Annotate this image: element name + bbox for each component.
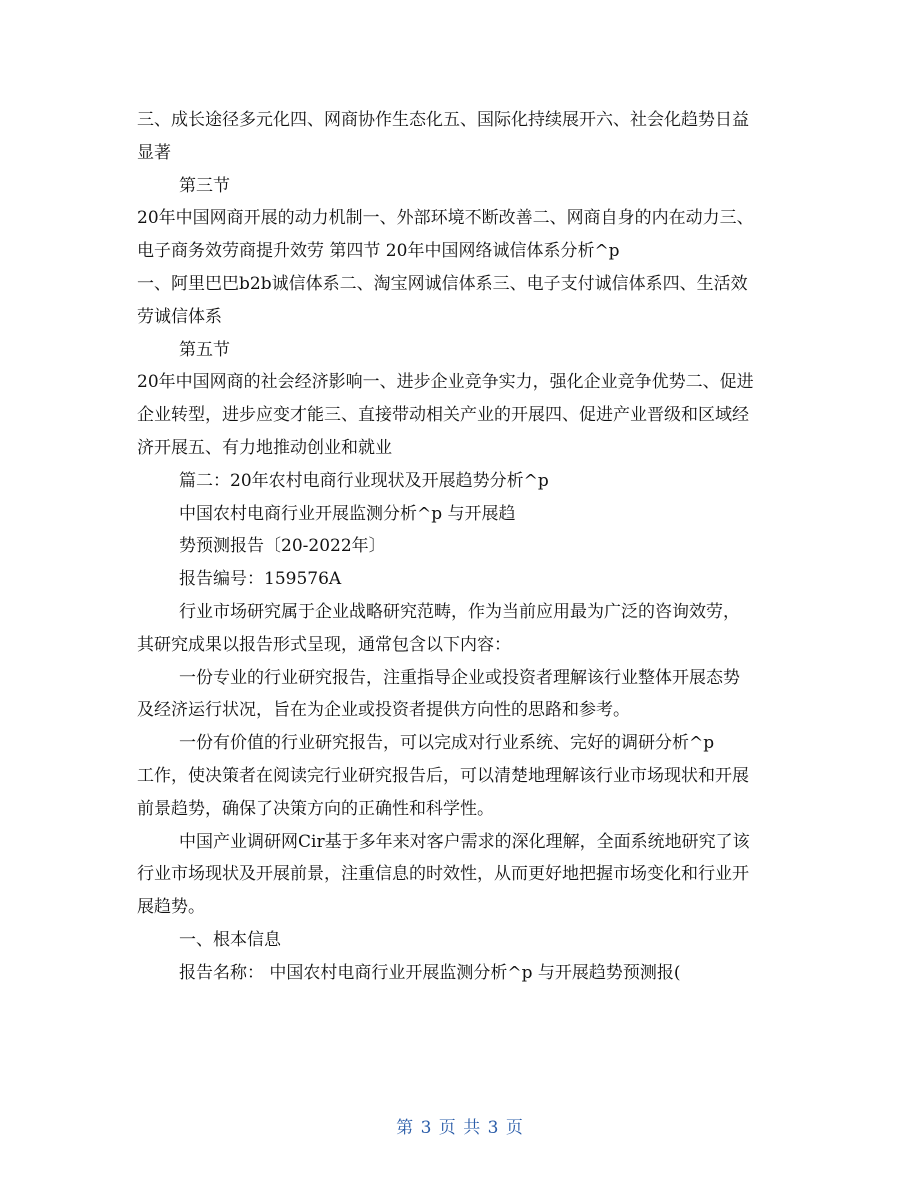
text-line: 三、成长途径多元化四、网商协作生态化五、国际化持续展开六、社会化趋势日益 [137,110,749,130]
report-name-line: 报告名称： 中国农村电商行业开展监测分析^p 与开展趋势预测报( [179,962,681,983]
section-heading: 第三节 [179,175,230,196]
document-body [137,104,787,990]
report-title-line: 中国农村电商行业开展监测分析^p 与开展趋 [179,503,516,524]
article-title: 篇二：20年农村电商行业现状及开展趋势分析^p [179,470,549,491]
text-line: 20年中国网商的社会经济影响一、进步企业竞争实力，强化企业竞争优势二、促进 [137,372,754,393]
text-line: 显著 [137,142,171,163]
text-line: 济开展五、有力地推动创业和就业 [137,437,392,458]
text-line: 工作，使决策者在阅读完行业研究报告后，可以清楚地理解该行业市场现状和开展 [137,765,749,786]
text-line: 一份专业的行业研究报告，注重指导企业或投资者理解该行业整体开展态势 [179,667,740,688]
text-line: 行业市场现状及开展前景，注重信息的时效性，从而更好地把握市场变化和行业开 [137,864,749,885]
text-line: 企业转型，进步应变才能三、直接带动相关产业的开展四、促进产业晋级和区域经 [137,405,749,426]
text-line: 前景趋势，确保了决策方向的正确性和科学性。 [137,798,494,819]
text-line: 一、阿里巴巴b2b诚信体系二、淘宝网诚信体系三、电子支付诚信体系四、生活效 [137,273,748,294]
page-number: 第 3 页 共 3 页 [396,1118,524,1138]
text-line: 电子商务效劳商提升效劳 第四节 20年中国网络诚信体系分析^p [137,241,620,262]
text-line: 展趋势。 [137,897,205,918]
report-number: 报告编号：159576A [179,569,342,590]
text-line: 行业市场研究属于企业战略研究范畴，作为当前应用最为广泛的咨询效劳， [179,601,740,622]
text-line: 一份有价值的行业研究报告，可以完成对行业系统、完好的调研分析^p [179,733,715,754]
text-line: 其研究成果以报告形式呈现，通常包含以下内容： [137,634,511,655]
text-line: 及经济运行状况，旨在为企业或投资者提供方向性的思路和参考。 [137,700,630,721]
text-line: 劳诚信体系 [137,306,222,327]
section-heading: 一、根本信息 [179,929,281,950]
text-line: 20年中国网商开展的动力机制一、外部环境不断改善二、网商自身的内在动力三、 [137,208,754,229]
report-title-line: 势预测报告〔20-2022年〕 [179,536,386,557]
text-line: 中国产业调研网Cir基于多年来对客户需求的深化理解，全面系统地研究了该 [179,831,750,852]
page-footer [0,1113,920,1138]
section-heading: 第五节 [179,339,230,360]
